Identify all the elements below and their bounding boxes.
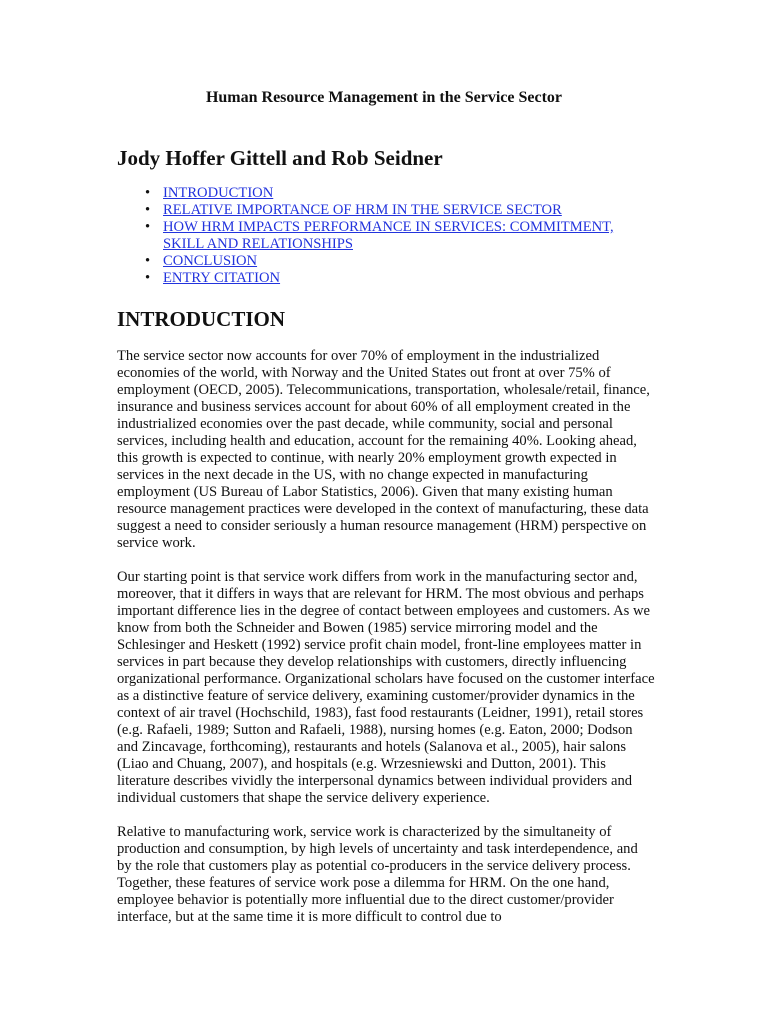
toc-item [117,185,657,202]
bullet-icon: • [145,219,151,235]
body-text [117,348,655,943]
bullet-icon: • [145,185,151,201]
bullet-icon: • [145,270,151,286]
paragraph: The service sector now accounts for over 70% of employment in the industrialized economies of the world, with Norway and the United States out front at over 75% of employment (OECD, 2005). Telecommunications, transportation, wholesale/retail, finance, insurance and business services account for about 60% of all employment created in the industrialized economies over the past decade, while community, social and personal services, including health and education, account for the remaining 40%. Looking ahead, this growth is expected to continue, with nearly 20% employment growth expected in services in the next decade in the US, with no change expected in manufacturing employment (US Bureau of Labor Statistics, 2006). Given that many existing human resource management practices were developed in the context of manufacturing, these data suggest a need to consider seriously a human resource management (HRM) perspective on service work. [117,348,650,551]
toc-item [117,270,657,287]
toc-item [117,202,657,219]
table-of-contents [117,185,657,287]
toc-link-relative-importance[interactable]: RELATIVE IMPORTANCE OF HRM IN THE SERVICE SECTOR [163,202,562,218]
toc-item [117,253,657,270]
toc-link-hrm-impacts[interactable]: HOW HRM IMPACTS PERFORMANCE IN SERVICES: COMMITMENT, SKILL AND RELATIONSHIPS [163,219,614,252]
toc-link-introduction[interactable]: INTRODUCTION [163,185,274,201]
toc-link-conclusion[interactable]: CONCLUSION [163,253,258,269]
toc-item [117,219,657,253]
author-names: Jody Hoffer Gittell and Rob Seidner [117,146,443,170]
paragraph: Our starting point is that service work differs from work in the manufacturing sector and, moreover, that it differs in ways that are relevant for HRM. The most obvious and perhaps important difference lies in the degree of contact between employees and customers. As we know from both the Schneider and Bowen (1985) service mirroring model and the Schlesinger and Heskett (1992) service profit chain model, front-line employees matter in services in part because they develop relationships with customers, directly influencing organizational performance. Organizational scholars have focused on the customer interface as a distinctive feature of service delivery, examining customer/provider dynamics in the context of air travel (Hochschild, 1983), fast food restaurants (Leidner, 1991), retail stores (e.g. Rafaeli, 1989; Sutton and Rafaeli, 1988), nursing homes (e.g. Eaton, 2000; Dodson and Zincavage, forthcoming), restaurants and hotels (Salanova et al., 2005), hair salons (Liao and Chuang, 2007), and hospitals (e.g. Wrzesniewski and Dutton, 2001). This literature describes vividly the interpersonal dynamics between individual providers and individual customers that shape the service delivery experience. [117,569,655,806]
paragraph: Relative to manufacturing work, service work is characterized by the simultaneity of production and consumption, by high levels of uncertainty and task interdependence, and by the role that customers play as potential co-producers in the service delivery process. Together, these features of service work pose a dilemma for HRM. On the one hand, employee behavior is potentially more influential due to the direct customer/provider interface, but at the same time it is more difficult to control due to [117,824,638,925]
bullet-icon: • [145,253,151,269]
document-title: Human Resource Management in the Service Sector [205,89,563,106]
bullet-icon: • [145,202,151,218]
section-heading-introduction: INTRODUCTION [117,307,286,331]
toc-link-entry-citation[interactable]: ENTRY CITATION [163,270,281,286]
